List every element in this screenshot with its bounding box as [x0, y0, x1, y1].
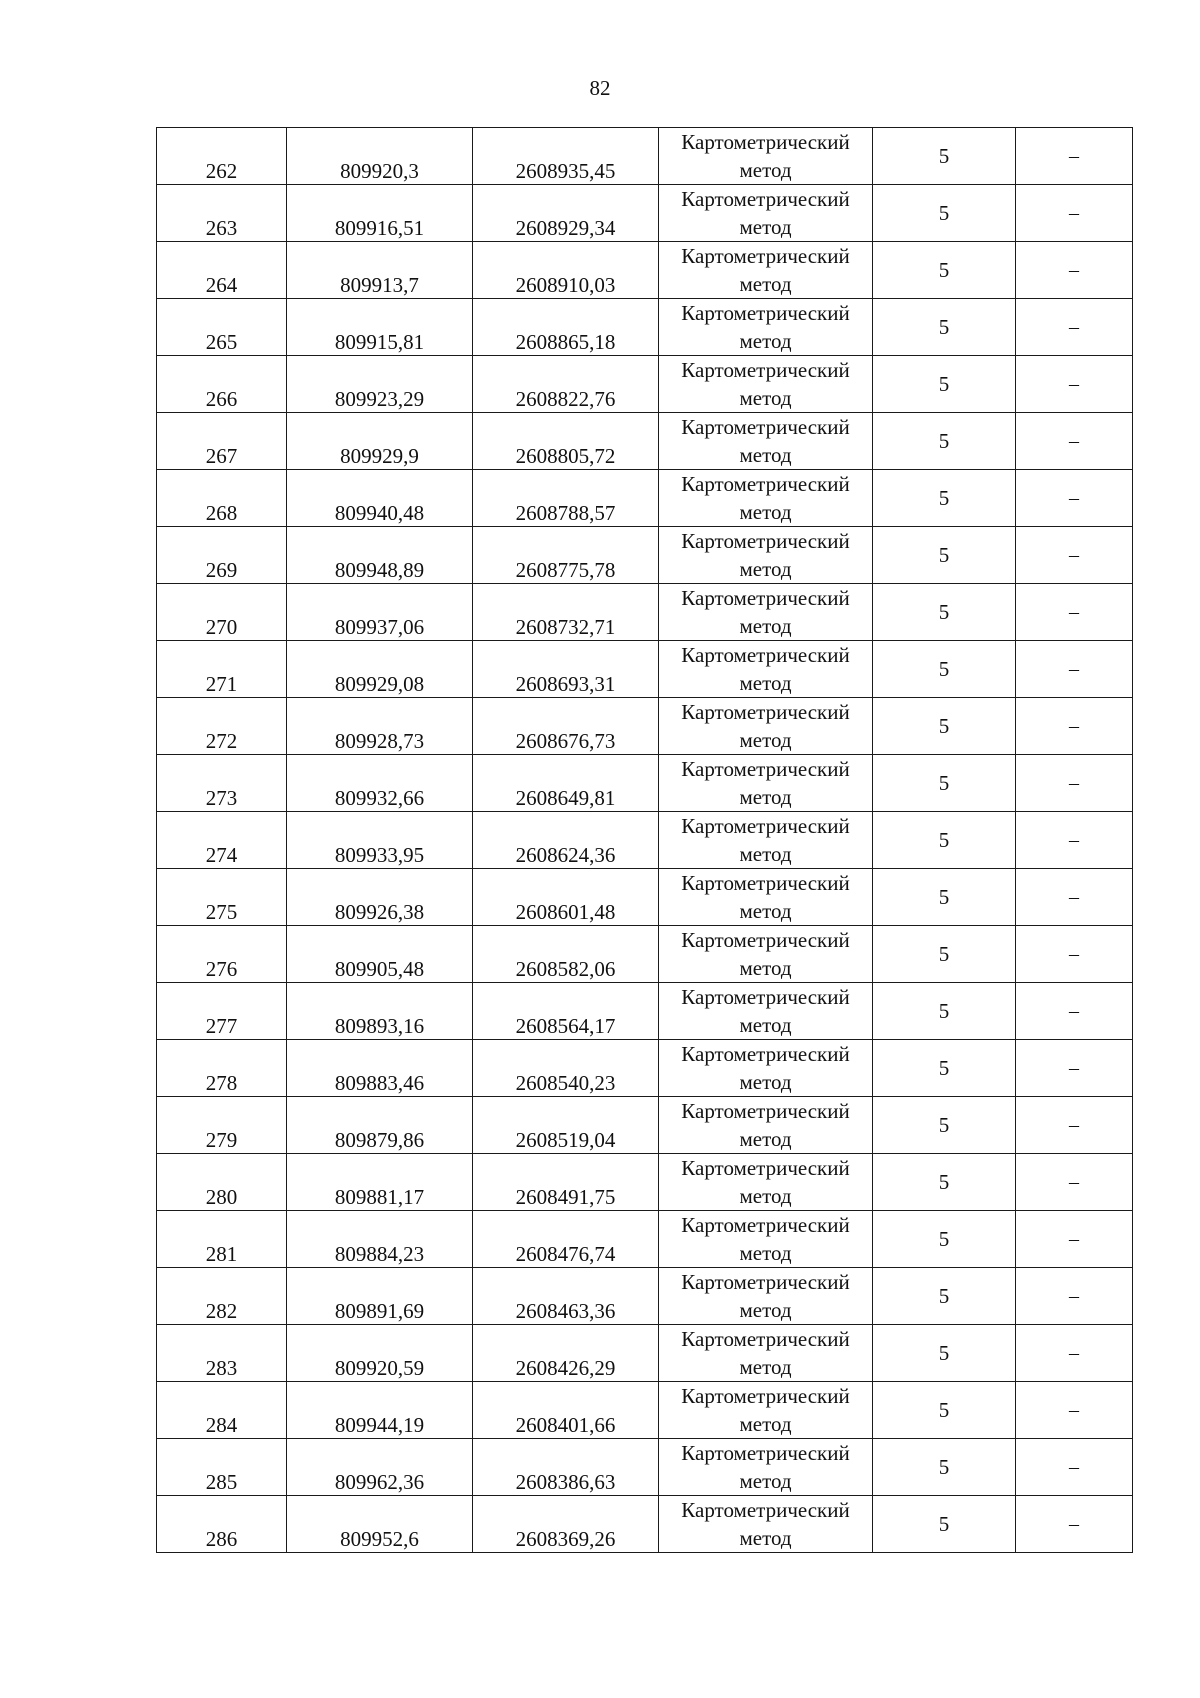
method-line-1: Картометрический [681, 1042, 850, 1066]
method-cell [659, 242, 873, 299]
method-cell [659, 1496, 873, 1553]
method-cell [659, 983, 873, 1040]
accuracy-cell: 5 [873, 1154, 1016, 1211]
note-cell: – [1016, 299, 1133, 356]
method-cell [659, 1097, 873, 1154]
accuracy-cell: 5 [873, 299, 1016, 356]
method-cell [659, 470, 873, 527]
accuracy-cell: 5 [873, 983, 1016, 1040]
y-coordinate-cell: 2608540,23 [473, 1040, 659, 1097]
table-row [157, 755, 1133, 812]
coordinates-table [156, 127, 1133, 1553]
accuracy-cell: 5 [873, 242, 1016, 299]
method-line-1: Картометрический [681, 700, 850, 724]
note-cell: – [1016, 1439, 1133, 1496]
method-line-1: Картометрический [681, 187, 850, 211]
x-coordinate-cell: 809879,86 [287, 1097, 473, 1154]
x-coordinate-cell: 809881,17 [287, 1154, 473, 1211]
method-line-1: Картометрический [681, 1270, 850, 1294]
method-line-2: метод [739, 443, 792, 467]
y-coordinate-cell: 2608369,26 [473, 1496, 659, 1553]
y-coordinate-cell: 2608775,78 [473, 527, 659, 584]
table-row [157, 1040, 1133, 1097]
point-number-cell: 283 [157, 1325, 287, 1382]
method-line-2: метод [739, 500, 792, 524]
x-coordinate-cell: 809926,38 [287, 869, 473, 926]
point-number-cell: 264 [157, 242, 287, 299]
method-line-2: метод [739, 1412, 792, 1436]
accuracy-cell: 5 [873, 527, 1016, 584]
coordinates-table-body [157, 128, 1133, 1553]
table-row [157, 356, 1133, 413]
accuracy-cell: 5 [873, 1040, 1016, 1097]
x-coordinate-cell: 809905,48 [287, 926, 473, 983]
x-coordinate-cell: 809933,95 [287, 812, 473, 869]
table-row [157, 641, 1133, 698]
method-line-1: Картометрический [681, 1498, 850, 1522]
method-line-1: Картометрический [681, 643, 850, 667]
x-coordinate-cell: 809916,51 [287, 185, 473, 242]
method-line-1: Картометрический [681, 757, 850, 781]
y-coordinate-cell: 2608463,36 [473, 1268, 659, 1325]
method-line-1: Картометрический [681, 1156, 850, 1180]
table-row [157, 413, 1133, 470]
y-coordinate-cell: 2608519,04 [473, 1097, 659, 1154]
accuracy-cell: 5 [873, 698, 1016, 755]
point-number-cell: 285 [157, 1439, 287, 1496]
x-coordinate-cell: 809932,66 [287, 755, 473, 812]
method-line-2: метод [739, 842, 792, 866]
note-cell: – [1016, 527, 1133, 584]
method-cell [659, 641, 873, 698]
method-line-1: Картометрический [681, 928, 850, 952]
method-line-1: Картометрический [681, 244, 850, 268]
table-row [157, 812, 1133, 869]
point-number-cell: 271 [157, 641, 287, 698]
table-row [157, 1211, 1133, 1268]
method-line-1: Картометрический [681, 814, 850, 838]
table-row [157, 1097, 1133, 1154]
point-number-cell: 269 [157, 527, 287, 584]
point-number-cell: 279 [157, 1097, 287, 1154]
method-line-2: метод [739, 1526, 792, 1550]
x-coordinate-cell: 809920,59 [287, 1325, 473, 1382]
note-cell: – [1016, 812, 1133, 869]
point-number-cell: 266 [157, 356, 287, 413]
accuracy-cell: 5 [873, 1439, 1016, 1496]
method-cell [659, 869, 873, 926]
method-line-1: Картометрический [681, 871, 850, 895]
y-coordinate-cell: 2608564,17 [473, 983, 659, 1040]
point-number-cell: 273 [157, 755, 287, 812]
note-cell: – [1016, 983, 1133, 1040]
point-number-cell: 270 [157, 584, 287, 641]
note-cell: – [1016, 1268, 1133, 1325]
y-coordinate-cell: 2608624,36 [473, 812, 659, 869]
note-cell: – [1016, 698, 1133, 755]
table-row [157, 698, 1133, 755]
method-cell [659, 584, 873, 641]
accuracy-cell: 5 [873, 413, 1016, 470]
x-coordinate-cell: 809929,08 [287, 641, 473, 698]
table-row [157, 527, 1133, 584]
point-number-cell: 263 [157, 185, 287, 242]
method-line-2: метод [739, 1469, 792, 1493]
y-coordinate-cell: 2608929,34 [473, 185, 659, 242]
method-cell [659, 1211, 873, 1268]
y-coordinate-cell: 2608401,66 [473, 1382, 659, 1439]
y-coordinate-cell: 2608476,74 [473, 1211, 659, 1268]
accuracy-cell: 5 [873, 356, 1016, 413]
table-row [157, 1325, 1133, 1382]
point-number-cell: 281 [157, 1211, 287, 1268]
accuracy-cell: 5 [873, 128, 1016, 185]
method-cell [659, 812, 873, 869]
note-cell: – [1016, 755, 1133, 812]
x-coordinate-cell: 809913,7 [287, 242, 473, 299]
note-cell: – [1016, 1211, 1133, 1268]
y-coordinate-cell: 2608426,29 [473, 1325, 659, 1382]
method-line-1: Картометрический [681, 472, 850, 496]
method-cell [659, 926, 873, 983]
table-row [157, 1154, 1133, 1211]
table-row [157, 983, 1133, 1040]
note-cell: – [1016, 413, 1133, 470]
point-number-cell: 278 [157, 1040, 287, 1097]
x-coordinate-cell: 809923,29 [287, 356, 473, 413]
x-coordinate-cell: 809940,48 [287, 470, 473, 527]
method-cell [659, 1154, 873, 1211]
y-coordinate-cell: 2608788,57 [473, 470, 659, 527]
note-cell: – [1016, 1496, 1133, 1553]
x-coordinate-cell: 809937,06 [287, 584, 473, 641]
y-coordinate-cell: 2608910,03 [473, 242, 659, 299]
y-coordinate-cell: 2608935,45 [473, 128, 659, 185]
method-cell [659, 1268, 873, 1325]
method-line-1: Картометрический [681, 358, 850, 382]
method-line-1: Картометрический [681, 301, 850, 325]
point-number-cell: 272 [157, 698, 287, 755]
table-row [157, 869, 1133, 926]
accuracy-cell: 5 [873, 1268, 1016, 1325]
accuracy-cell: 5 [873, 641, 1016, 698]
method-line-2: метод [739, 1184, 792, 1208]
method-cell [659, 128, 873, 185]
note-cell: – [1016, 584, 1133, 641]
note-cell: – [1016, 1154, 1133, 1211]
method-cell [659, 698, 873, 755]
point-number-cell: 286 [157, 1496, 287, 1553]
x-coordinate-cell: 809948,89 [287, 527, 473, 584]
table-row [157, 299, 1133, 356]
note-cell: – [1016, 1097, 1133, 1154]
y-coordinate-cell: 2608865,18 [473, 299, 659, 356]
note-cell: – [1016, 356, 1133, 413]
y-coordinate-cell: 2608822,76 [473, 356, 659, 413]
method-cell [659, 299, 873, 356]
accuracy-cell: 5 [873, 185, 1016, 242]
point-number-cell: 284 [157, 1382, 287, 1439]
method-line-2: метод [739, 728, 792, 752]
accuracy-cell: 5 [873, 869, 1016, 926]
method-line-2: метод [739, 329, 792, 353]
accuracy-cell: 5 [873, 584, 1016, 641]
point-number-cell: 275 [157, 869, 287, 926]
x-coordinate-cell: 809893,16 [287, 983, 473, 1040]
accuracy-cell: 5 [873, 1382, 1016, 1439]
method-cell [659, 1382, 873, 1439]
point-number-cell: 277 [157, 983, 287, 1040]
method-line-1: Картометрический [681, 1327, 850, 1351]
note-cell: – [1016, 926, 1133, 983]
y-coordinate-cell: 2608649,81 [473, 755, 659, 812]
method-line-1: Картометрический [681, 415, 850, 439]
method-line-1: Картометрический [681, 586, 850, 610]
method-line-2: метод [739, 215, 792, 239]
table-row [157, 926, 1133, 983]
y-coordinate-cell: 2608582,06 [473, 926, 659, 983]
point-number-cell: 280 [157, 1154, 287, 1211]
method-line-2: метод [739, 557, 792, 581]
x-coordinate-cell: 809920,3 [287, 128, 473, 185]
y-coordinate-cell: 2608693,31 [473, 641, 659, 698]
y-coordinate-cell: 2608732,71 [473, 584, 659, 641]
method-cell [659, 413, 873, 470]
x-coordinate-cell: 809883,46 [287, 1040, 473, 1097]
table-row [157, 470, 1133, 527]
point-number-cell: 282 [157, 1268, 287, 1325]
note-cell: – [1016, 869, 1133, 926]
note-cell: – [1016, 470, 1133, 527]
y-coordinate-cell: 2608805,72 [473, 413, 659, 470]
method-line-2: метод [739, 1013, 792, 1037]
accuracy-cell: 5 [873, 1211, 1016, 1268]
method-line-2: метод [739, 386, 792, 410]
note-cell: – [1016, 641, 1133, 698]
method-line-2: метод [739, 899, 792, 923]
accuracy-cell: 5 [873, 1097, 1016, 1154]
point-number-cell: 262 [157, 128, 287, 185]
method-line-2: метод [739, 614, 792, 638]
y-coordinate-cell: 2608601,48 [473, 869, 659, 926]
method-cell [659, 755, 873, 812]
point-number-cell: 268 [157, 470, 287, 527]
method-line-2: метод [739, 1127, 792, 1151]
method-line-2: метод [739, 1070, 792, 1094]
method-line-2: метод [739, 1355, 792, 1379]
method-cell [659, 356, 873, 413]
note-cell: – [1016, 242, 1133, 299]
point-number-cell: 265 [157, 299, 287, 356]
table-row [157, 242, 1133, 299]
accuracy-cell: 5 [873, 926, 1016, 983]
method-line-1: Картометрический [681, 529, 850, 553]
method-line-2: метод [739, 272, 792, 296]
y-coordinate-cell: 2608491,75 [473, 1154, 659, 1211]
table-row [157, 1268, 1133, 1325]
accuracy-cell: 5 [873, 470, 1016, 527]
method-line-2: метод [739, 785, 792, 809]
y-coordinate-cell: 2608676,73 [473, 698, 659, 755]
method-line-2: метод [739, 158, 792, 182]
note-cell: – [1016, 1325, 1133, 1382]
method-line-1: Картометрический [681, 1099, 850, 1123]
method-line-2: метод [739, 1298, 792, 1322]
method-cell [659, 527, 873, 584]
method-line-1: Картометрический [681, 1441, 850, 1465]
point-number-cell: 267 [157, 413, 287, 470]
note-cell: – [1016, 1382, 1133, 1439]
table-row [157, 1439, 1133, 1496]
accuracy-cell: 5 [873, 812, 1016, 869]
table-row [157, 584, 1133, 641]
x-coordinate-cell: 809952,6 [287, 1496, 473, 1553]
x-coordinate-cell: 809944,19 [287, 1382, 473, 1439]
x-coordinate-cell: 809891,69 [287, 1268, 473, 1325]
accuracy-cell: 5 [873, 1496, 1016, 1553]
method-cell [659, 1325, 873, 1382]
x-coordinate-cell: 809929,9 [287, 413, 473, 470]
method-cell [659, 1439, 873, 1496]
method-line-1: Картометрический [681, 1213, 850, 1237]
note-cell: – [1016, 185, 1133, 242]
method-line-2: метод [739, 956, 792, 980]
point-number-cell: 276 [157, 926, 287, 983]
method-line-2: метод [739, 1241, 792, 1265]
x-coordinate-cell: 809884,23 [287, 1211, 473, 1268]
method-line-1: Картометрический [681, 130, 850, 154]
table-row [157, 185, 1133, 242]
table-row [157, 1496, 1133, 1553]
table-row [157, 1382, 1133, 1439]
y-coordinate-cell: 2608386,63 [473, 1439, 659, 1496]
method-line-2: метод [739, 671, 792, 695]
x-coordinate-cell: 809928,73 [287, 698, 473, 755]
accuracy-cell: 5 [873, 755, 1016, 812]
method-cell [659, 1040, 873, 1097]
method-line-1: Картометрический [681, 985, 850, 1009]
method-cell [659, 185, 873, 242]
note-cell: – [1016, 1040, 1133, 1097]
x-coordinate-cell: 809915,81 [287, 299, 473, 356]
method-line-1: Картометрический [681, 1384, 850, 1408]
page-number: 82 [589, 76, 611, 100]
x-coordinate-cell: 809962,36 [287, 1439, 473, 1496]
accuracy-cell: 5 [873, 1325, 1016, 1382]
point-number-cell: 274 [157, 812, 287, 869]
table-row [157, 128, 1133, 185]
note-cell: – [1016, 128, 1133, 185]
